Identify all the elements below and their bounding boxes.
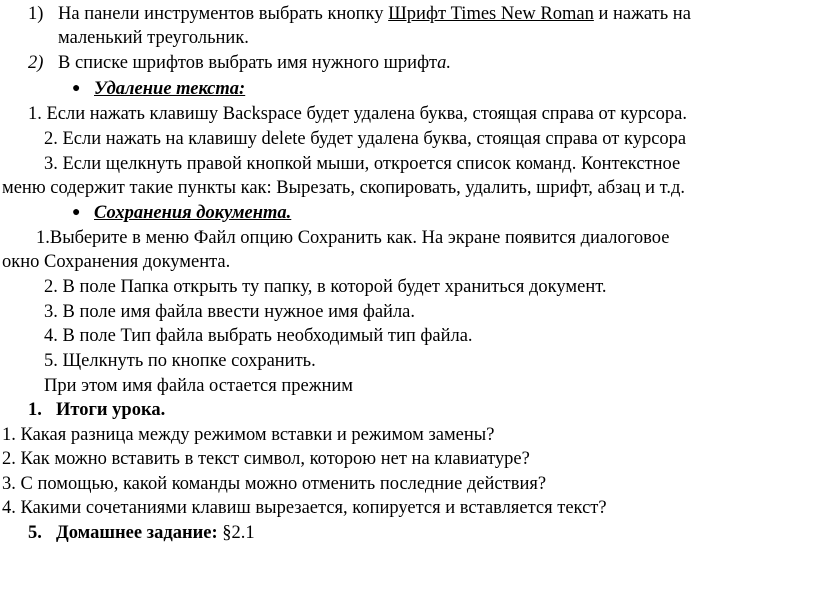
delete-heading-line [72,77,245,101]
save-note: При этом имя файла остается прежним [44,376,354,396]
save-item-4: 4. В поле Тип файла выбрать необходимый тип файла. [44,326,473,346]
delete-item-3-continuation: меню содержит такие пункты как: Вырезать, скопировать, удалить, шрифт, абзац и т.д. [2,178,686,198]
bullet-icon: ● [72,81,81,96]
save-item-1: 1.Выберите в меню Файл опцию Сохранить как. На экране появится диалоговое [36,228,670,248]
font-step-1-number: 1) [28,4,44,24]
summary-heading-line [28,398,165,422]
font-step-2 [28,51,451,75]
font-button-name: Шрифт Times New Roman [388,4,594,24]
summary-question-4: 4. Какими сочетаниями клавиш вырезается, копируется и вставляется текст? [2,498,607,518]
delete-item-3: 3. Если щелкнуть правой кнопкой мыши, откроется список команд. Контекстное [44,154,681,174]
delete-item-1: 1. Если нажать клавишу Backspace будет удалена буква, стоящая справа от курсора. [28,104,687,124]
homework-value: §2.1 [217,523,255,543]
font-step-1-text-a: На панели инструментов выбрать кнопку [58,4,389,24]
delete-heading: Удаление текста: [94,79,246,99]
homework-line [28,521,255,545]
font-step-1 [28,2,691,26]
summary-question-2: 2. Как можно вставить в текст символ, которою нет на клавиатуре? [2,449,530,469]
save-item-5: 5. Щелкнуть по кнопке сохранить. [44,351,316,371]
homework-heading: Домашнее задание: [56,523,218,543]
homework-number: 5. [28,523,42,543]
save-item-1-continuation: окно Сохранения документа. [2,252,231,272]
font-step-2-tail: а. [437,53,452,73]
font-step-2-text: В списке шрифтов выбрать имя нужного шрифт [58,53,438,73]
summary-number: 1. [28,400,42,420]
summary-heading: Итоги урока. [56,400,166,420]
summary-question-1: 1. Какая разница между режимом вставки и режимом замены? [2,425,495,445]
font-step-1-text-b: и нажать на [593,4,691,24]
save-heading: Сохранения документа. [94,203,292,223]
save-item-2: 2. В поле Папка открыть ту папку, в которой будет храниться документ. [44,277,607,297]
save-item-3: 3. В поле имя файла ввести нужное имя файла. [44,302,416,322]
save-heading-line [72,201,291,225]
font-step-2-number: 2) [28,53,44,73]
font-step-1-continuation: маленький треугольник. [58,28,249,48]
summary-question-3: 3. С помощью, какой команды можно отменить последние действия? [2,474,547,494]
bullet-icon: ● [72,205,81,220]
delete-item-2: 2. Если нажать на клавишу delete будет удалена буква, стоящая справа от курсора [44,129,687,149]
